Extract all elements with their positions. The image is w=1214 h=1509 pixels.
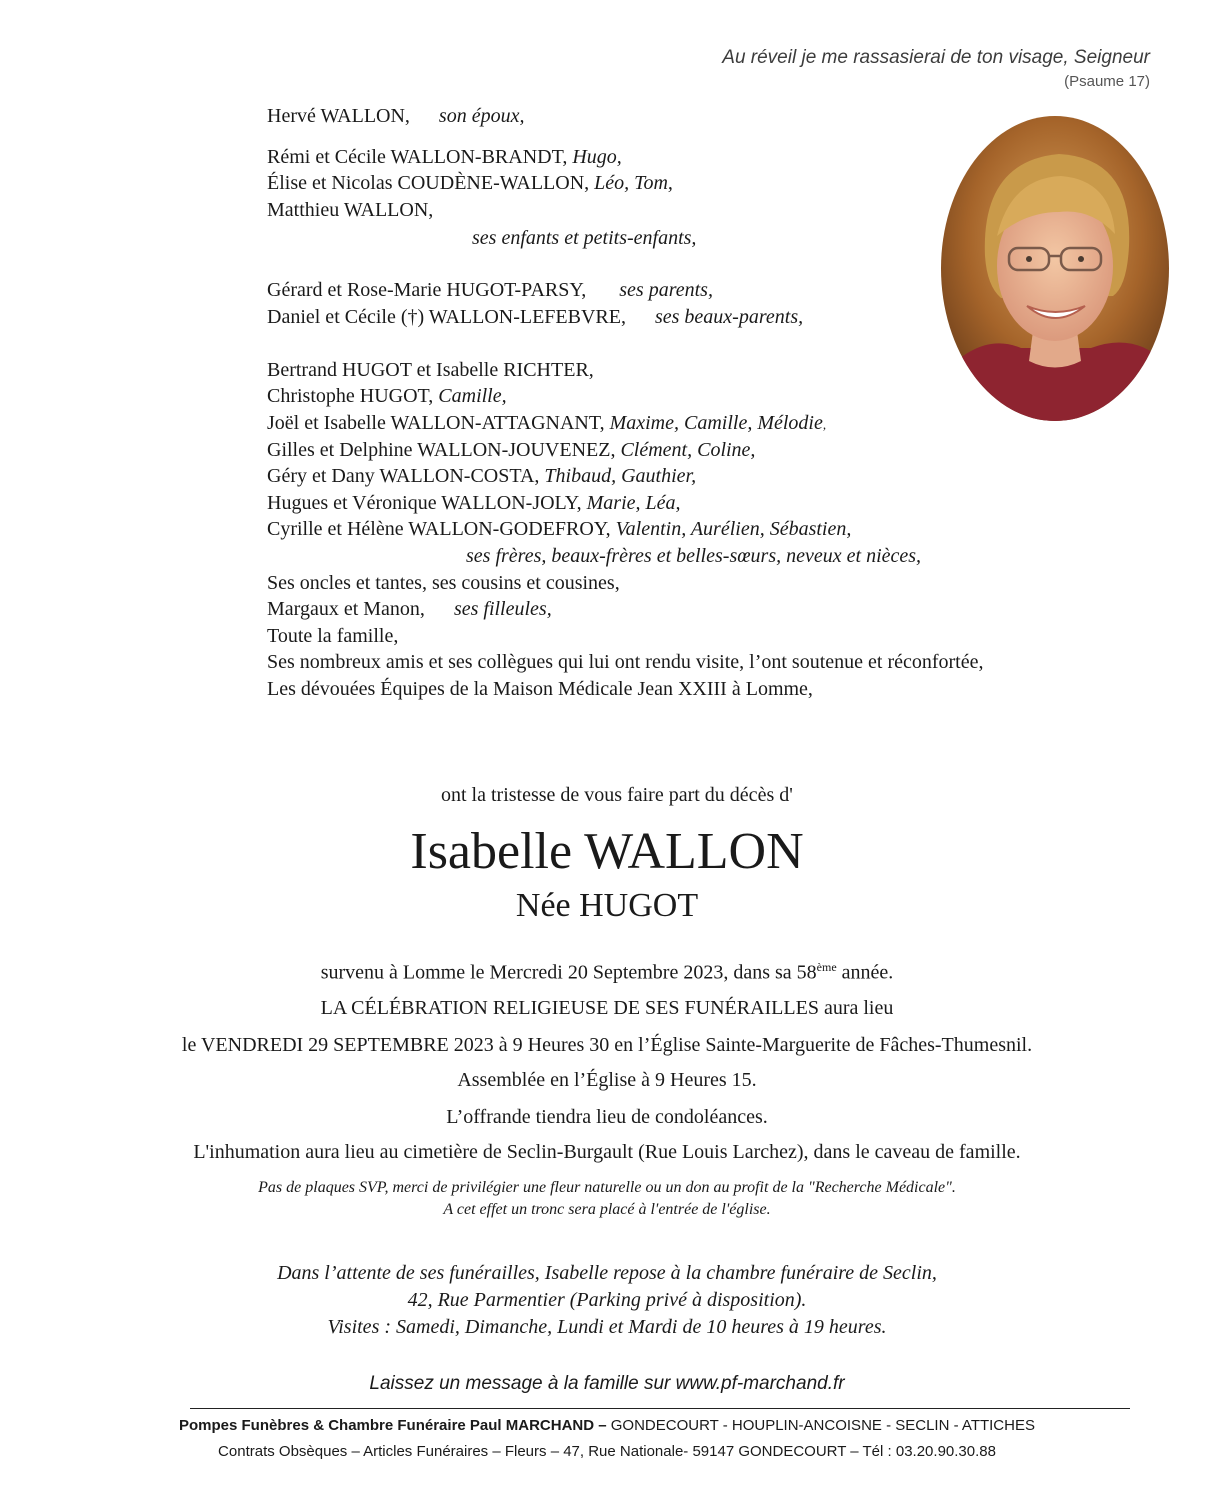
family-line-parents (267, 277, 713, 304)
portrait-photo (941, 116, 1169, 421)
family-line: Les dévouées Équipes de la Maison Médicale Jean XXIII à Lomme, (267, 678, 813, 700)
footer-company: Pompes Funèbres & Chambre Funéraire Paul MARCHAND – (179, 1417, 607, 1434)
family-relation-text: ses enfants et petits-enfants, (472, 227, 697, 249)
family-line (267, 463, 696, 490)
family-name: Rémi et Cécile WALLON-BRANDT, (267, 146, 573, 168)
family-name: Christophe HUGOT, (267, 385, 439, 407)
message-line: Laissez un message à la famille sur www.pf-marchand.fr (369, 1373, 845, 1394)
burial-line: L'inhumation aura lieu au cimetière de Seclin-Burgault (Rue Louis Larchez), dans le caveau de famille. (193, 1141, 1021, 1163)
family-relation-text: ses frères, beaux-frères et belles-sœurs, neveux et nièces, (466, 545, 922, 567)
death-line-ordinal: ème (816, 960, 837, 974)
family-name: Hugues et Véronique WALLON-JOLY, (267, 492, 587, 514)
footer-divider (190, 1408, 1130, 1409)
note-line-1: Pas de plaques SVP, merci de privilégier une fleur naturelle ou un don au profit de la "Recherche Médicale". (258, 1179, 956, 1196)
family-line-goddaughters (267, 596, 552, 623)
family-children: Camille, (438, 385, 507, 407)
family-relation: ses beaux-parents, (654, 306, 804, 328)
family-name: Géry et Dany WALLON-COSTA, (267, 465, 545, 487)
family-relation (472, 225, 696, 252)
family-grandchildren: Léo, Tom, (594, 172, 673, 194)
death-line-end: année. (836, 961, 894, 984)
family-grandchildren: Hugo, (572, 146, 622, 168)
family-line (267, 144, 622, 171)
family-line-spouse (267, 103, 524, 130)
maiden-name: Née HUGOT (515, 887, 699, 924)
footer-locations: GONDECOURT - HOUPLIN-ANCOISNE - SECLIN - ATTICHES (606, 1417, 1035, 1434)
family-line: Toute la famille, (267, 625, 399, 647)
deceased-name: Isabelle WALLON (410, 823, 804, 880)
family-relation (466, 543, 921, 570)
family-comma: , (822, 417, 827, 432)
family-line: Ses oncles et tantes, ses cousins et cousines, (267, 572, 620, 594)
epigraph-reference: (Psaume 17) (1064, 73, 1150, 90)
family-children: Clément, Coline, (620, 439, 756, 461)
note-line-2: A cet effet un tronc sera placé à l'entrée de l'église. (443, 1201, 771, 1218)
family-line (267, 410, 826, 439)
family-children: Valentin, Aurélien, Sébastien, (615, 518, 852, 540)
ceremony-line-1: LA CÉLÉBRATION RELIGIEUSE DE SES FUNÉRAILLES aura lieu (320, 997, 894, 1019)
assembly-line: Assemblée en l’Église à 9 Heures 15. (457, 1069, 757, 1091)
family-children: Thibaud, Gauthier, (544, 465, 697, 487)
offering-line: L’offrande tiendra lieu de condoléances. (446, 1106, 768, 1128)
family-name: Gilles et Delphine WALLON-JOUVENEZ, (267, 439, 621, 461)
family-name: Élise et Nicolas COUDÈNE-WALLON, (267, 172, 595, 194)
family-line (267, 516, 851, 543)
family-name: Hervé WALLON, (267, 105, 410, 127)
family-name: Gérard et Rose-Marie HUGOT-PARSY, (267, 279, 587, 301)
family-name: Joël et Isabelle WALLON-ATTAGNANT, (267, 412, 610, 434)
family-children: Marie, Léa, (586, 492, 681, 514)
family-relation: ses parents, (619, 279, 713, 301)
family-name: Margaux et Manon, (267, 598, 425, 620)
family-line (267, 383, 507, 410)
family-line (267, 437, 755, 464)
family-line (267, 490, 681, 517)
family-line: Ses nombreux amis et ses collègues qui lui ont rendu visite, l’ont soutenue et réconfortée, (267, 651, 984, 673)
family-line: Bertrand HUGOT et Isabelle RICHTER, (267, 359, 594, 381)
rest-line-1: Dans l’attente de ses funérailles, Isabelle repose à la chambre funéraire de Seclin, (277, 1262, 937, 1284)
family-name: Daniel et Cécile (†) WALLON-LEFEBVRE, (267, 306, 626, 328)
family-children: Maxime, Camille, Mélodie (609, 412, 823, 434)
ceremony-line-2: le VENDREDI 29 SEPTEMBRE 2023 à 9 Heures 30 en l’Église Sainte-Marguerite de Fâches-Thumesnil. (181, 1034, 1033, 1056)
epigraph-quote: Au réveil je me rassasierai de ton visage, Seigneur (722, 47, 1150, 68)
announcement-intro: ont la tristesse de vous faire part du décès d' (441, 784, 793, 806)
death-line-text: survenu à Lomme le Mercredi 20 Septembre 2023, dans sa 58 (320, 961, 817, 984)
family-relation: ses filleules, (453, 598, 552, 620)
family-line (267, 170, 673, 197)
family-line-parents-in-law (267, 304, 803, 331)
rest-line-2: 42, Rue Parmentier (Parking privé à disposition). (407, 1289, 807, 1311)
rest-line-3: Visites : Samedi, Dimanche, Lundi et Mardi de 10 heures à 19 heures. (327, 1316, 887, 1338)
family-line: Matthieu WALLON, (267, 199, 434, 221)
death-line (0, 960, 1214, 985)
family-name: Cyrille et Hélène WALLON-GODEFROY, (267, 518, 616, 540)
footer-company-line (0, 1417, 1214, 1434)
footer-services: Contrats Obsèques – Articles Funéraires – Fleurs – 47, Rue Nationale- 59147 GONDECOURT – Tél : 03.20.90.30.88 (218, 1443, 996, 1460)
family-relation: son époux, (438, 105, 525, 127)
